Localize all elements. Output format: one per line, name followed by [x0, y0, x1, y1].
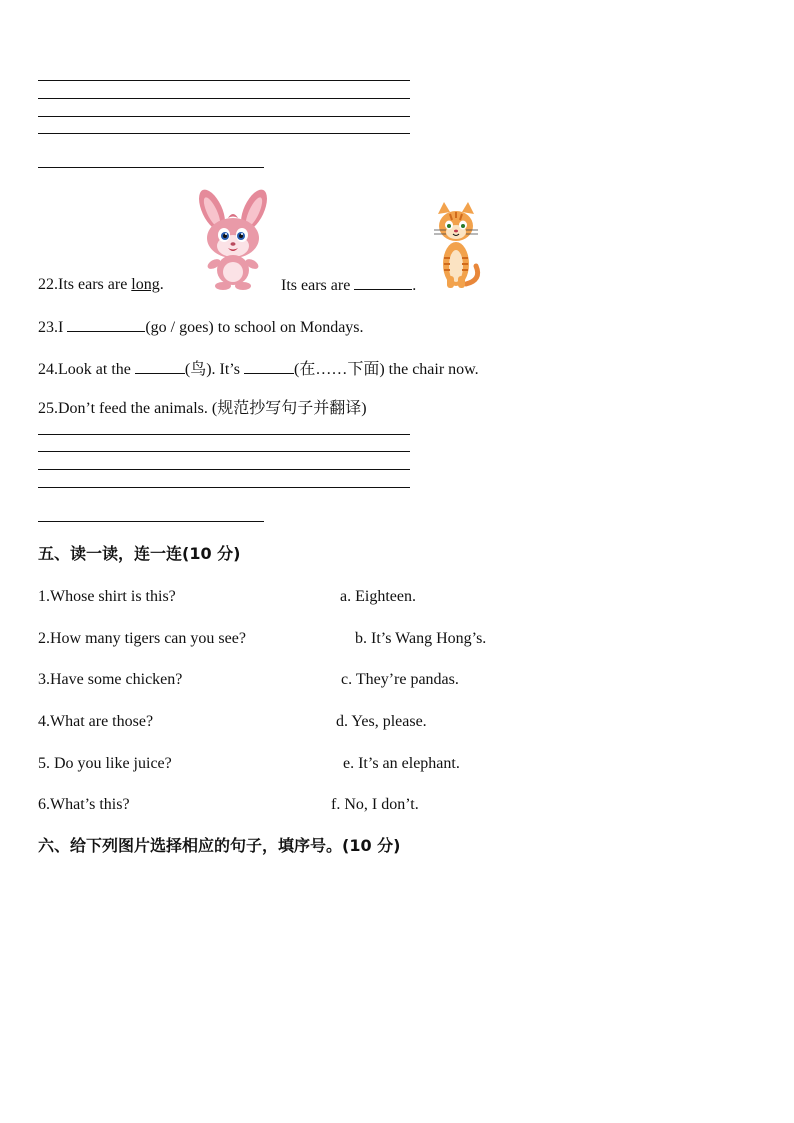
- match-answer-d: d. Yes, please.: [336, 713, 427, 730]
- q22-post: .: [159, 276, 164, 293]
- writing-line: [38, 133, 410, 134]
- section-5-heading: 五、读一读，连一连(10 分): [38, 544, 241, 563]
- writing-line: [38, 98, 410, 99]
- q22-second-post: .: [412, 277, 417, 294]
- q24-blank-2[interactable]: [244, 359, 294, 374]
- rabbit-image: [190, 188, 276, 292]
- q23-blank[interactable]: [67, 317, 145, 332]
- match-answer-f: f. No, I don’t.: [331, 796, 419, 813]
- match-answer-e: e. It’s an elephant.: [343, 755, 460, 772]
- q24-mid: (鸟). It’s: [184, 361, 244, 378]
- q24-post: (在……下面) the chair now.: [293, 361, 479, 378]
- q22-pre: Its ears are: [58, 276, 132, 293]
- question-22: [38, 275, 164, 295]
- section-6-heading: 六、给下列图片选择相应的句子，填序号。(10 分): [38, 836, 401, 855]
- q22-second-pre: Its ears are: [281, 277, 355, 294]
- match-answer-a: a. Eighteen.: [340, 588, 416, 605]
- match-question-3: 3.Have some chicken?: [38, 671, 183, 688]
- q23-post: (go / goes) to school on Mondays.: [145, 319, 364, 336]
- question-25: 25.Don’t feed the animals. (规范抄写句子并翻译): [38, 400, 367, 417]
- match-question-2: 2.How many tigers can you see?: [38, 630, 246, 647]
- writing-line: [38, 434, 410, 435]
- question-24: [38, 359, 479, 380]
- q23-pre: 23.I: [38, 319, 68, 336]
- q24-blank-1[interactable]: [135, 359, 185, 374]
- q24-pre: 24.Look at the: [38, 361, 135, 378]
- writing-line: [38, 487, 410, 488]
- writing-line: [38, 521, 264, 522]
- match-question-6: 6.What’s this?: [38, 796, 130, 813]
- writing-line: [38, 80, 410, 81]
- writing-line: [38, 167, 264, 168]
- question-22-second: [281, 275, 416, 296]
- q22-blank[interactable]: [354, 275, 412, 290]
- cat-image: [430, 200, 482, 292]
- match-question-4: 4.What are those?: [38, 713, 154, 730]
- q22-underlined-word: long: [131, 276, 160, 293]
- question-23: [38, 317, 364, 338]
- match-answer-c: c. They’re pandas.: [341, 671, 459, 688]
- match-question-5: 5. Do you like juice?: [38, 755, 172, 772]
- q22-number: 22.: [38, 276, 58, 293]
- writing-line: [38, 469, 410, 470]
- match-answer-b: b. It’s Wang Hong’s.: [355, 630, 487, 647]
- match-question-1: 1.Whose shirt is this?: [38, 588, 176, 605]
- writing-line: [38, 116, 410, 117]
- writing-line: [38, 451, 410, 452]
